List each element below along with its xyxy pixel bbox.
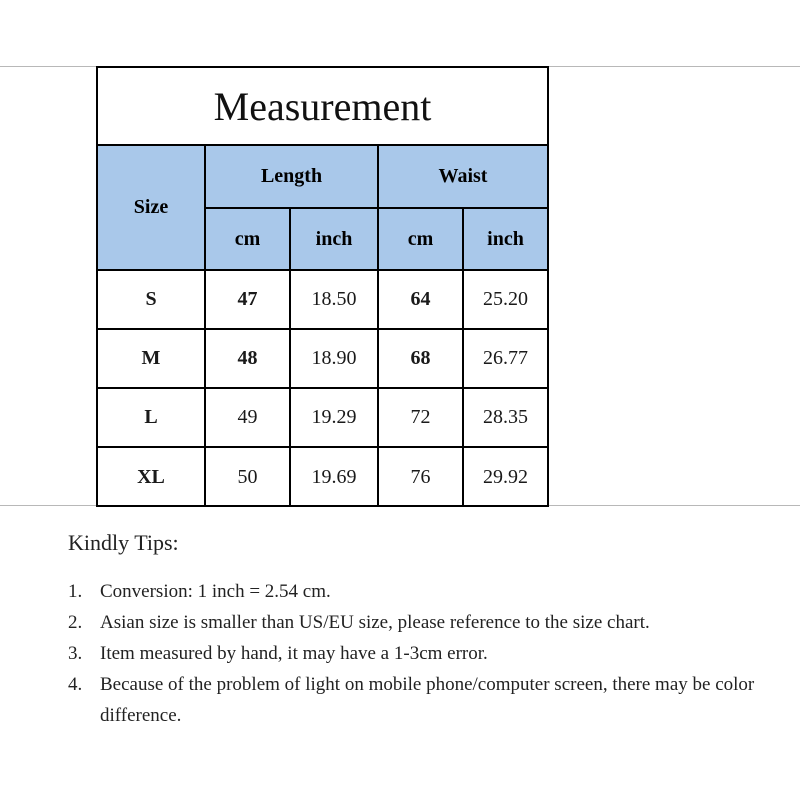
length-inch-cell: 19.29 [290, 388, 378, 447]
waist-inch-header: inch [463, 208, 547, 270]
waist-cm-cell: 76 [378, 447, 463, 506]
kindly-tips [68, 530, 800, 731]
waist-cm-header: cm [378, 208, 463, 270]
size-column-header: Size [98, 146, 205, 270]
waist-cm-cell: 64 [378, 270, 463, 329]
waist-inch-cell: 29.92 [463, 447, 547, 506]
length-inch-cell: 18.90 [290, 329, 378, 388]
waist-group-header: Waist [378, 146, 547, 208]
size-cell: XL [98, 447, 205, 506]
tip-number: 1. [68, 581, 83, 602]
waist-inch-cell: 26.77 [463, 329, 547, 388]
list-item [68, 669, 800, 731]
size-cell: S [98, 270, 205, 329]
tip-text: Conversion: 1 inch = 2.54 cm. [100, 581, 331, 602]
length-cm-header: cm [205, 208, 290, 270]
waist-inch-cell: 25.20 [463, 270, 547, 329]
size-chart [96, 66, 549, 507]
size-table [98, 146, 547, 506]
waist-cm-cell: 72 [378, 388, 463, 447]
length-group-header: Length [205, 146, 378, 208]
size-cell: M [98, 329, 205, 388]
tips-list [68, 576, 800, 731]
tip-text: Asian size is smaller than US/EU size, please reference to the size chart. [100, 612, 650, 633]
list-item [68, 638, 800, 669]
length-inch-cell: 18.50 [290, 270, 378, 329]
tips-heading: Kindly Tips: [68, 530, 179, 555]
tip-text: Item measured by hand, it may have a 1-3cm error. [100, 643, 488, 664]
size-cell: L [98, 388, 205, 447]
list-item [68, 576, 800, 607]
tip-number: 4. [68, 674, 83, 695]
list-item [68, 607, 800, 638]
length-cm-cell: 47 [205, 270, 290, 329]
tip-text: Because of the problem of light on mobile phone/computer screen, there may be color difference. [100, 674, 755, 726]
length-inch-header: inch [290, 208, 378, 270]
waist-cm-cell: 68 [378, 329, 463, 388]
tip-number: 2. [68, 612, 83, 633]
table-row [98, 388, 547, 447]
chart-title: Measurement [98, 68, 547, 146]
tip-number: 3. [68, 643, 83, 664]
table-row [98, 270, 547, 329]
table-row [98, 447, 547, 506]
length-cm-cell: 49 [205, 388, 290, 447]
length-cm-cell: 48 [205, 329, 290, 388]
table-row [98, 329, 547, 388]
length-cm-cell: 50 [205, 447, 290, 506]
length-inch-cell: 19.69 [290, 447, 378, 506]
waist-inch-cell: 28.35 [463, 388, 547, 447]
